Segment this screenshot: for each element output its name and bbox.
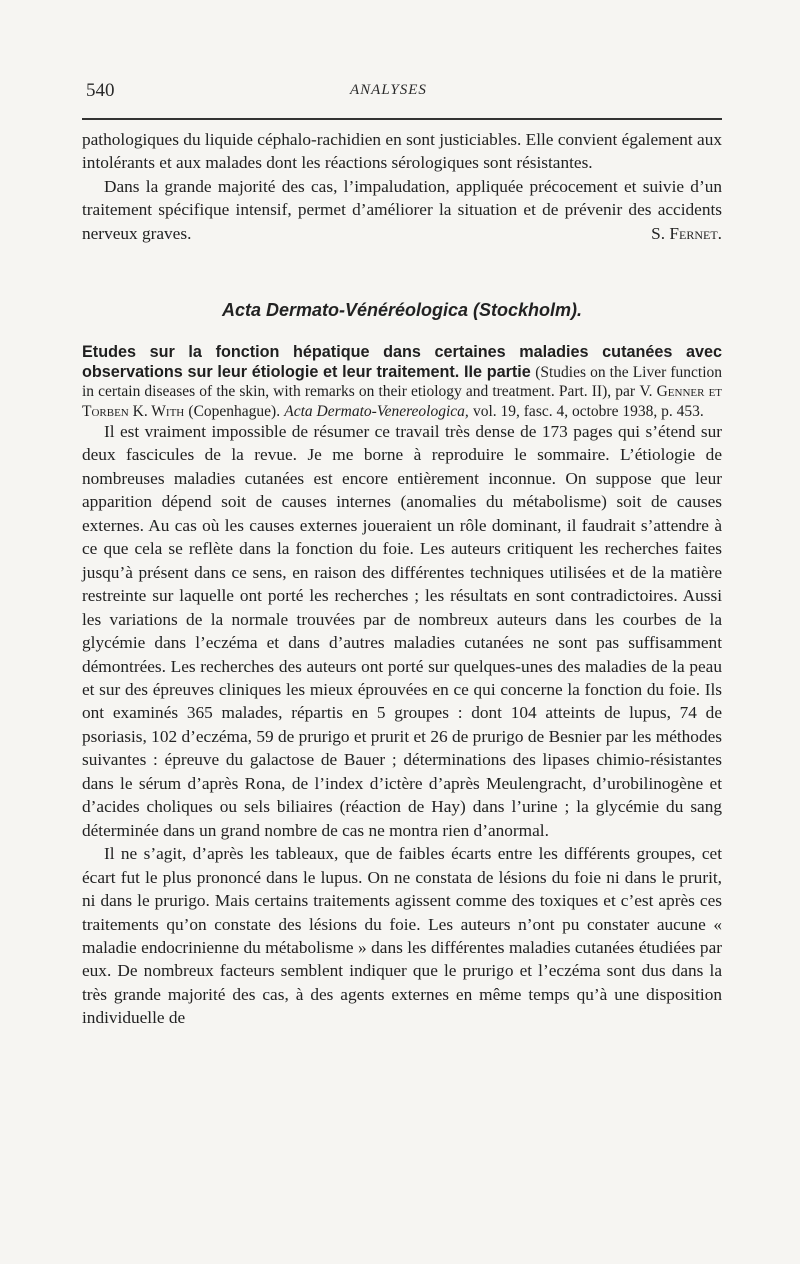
- page-number: 540: [86, 80, 115, 101]
- page-header: [82, 80, 722, 102]
- article-ref-place: (Copenhague).: [188, 402, 281, 420]
- intro-paragraph-1: pathologiques du liquide céphalo-rachidien en sont justiciables. Elle convient également aux intolérants et aux malades dont les réactions sérologiques sont résistantes.: [82, 130, 722, 173]
- intro-paragraph-2-text: Dans la grande majorité des cas, l’impaludation, appliquée précocement et suivie d’un traitement spécifique intensif, permet d’améliorer la situation et de prévenir des accidents nerveux graves.: [82, 176, 722, 243]
- header-rule: [82, 118, 722, 120]
- article-paragraph-2: Il ne s’agit, d’après les tableaux, que de faibles écarts entre les différents groupes, cet écart fut le plus prononcé dans le lupus. On ne constata de lésions du foie ni dans le prurit, ni dans le prurigo. Mais certains traitements agissent comme des toxiques et c’est après ces traitements qu’on constate des lésions du foie. Les auteurs n’ont pu constater aucune « maladie endocrinienne du métabolisme » dans les différentes maladies cutanées étudiées par eux. De nombreux facteurs semblent indiquer que le prurigo et l’eczéma sont dus dans la très grande majorité des cas, à des agents externes en même temps qu’à une disposition individuelle de: [82, 844, 722, 1028]
- article-paragraph-1: Il est vraiment impossible de résumer ce travail très dense de 173 pages qui s’étend sur deux fascicules de la revue. Je me borne à reproduire le sommaire. L’étiologie de nombreuses maladies cutanées est encore entièrement inconnue. On suppose que leur apparition dépend soit de causes internes (anomalies du métabolisme) soit de causes externes. Au cas où les causes externes joueraient un rôle dominant, il faudrait s’attendre à ce que cela se reflète dans la fonction du foie. Les auteurs critiquent les recherches faites jusqu’à présent dans ce sens, en raison des différentes techniques utilisées et de la matière restreinte sur laquelle ont porté les recherches ; les résultats en sont contradictoires. Aussi les variations de la normale trouvées par de nombreux auteurs dans les courbes de la glycémie dans l’eczéma et dans d’autres maladies cutanées ne sont pas suffisamment démontrées. Les recherches des auteurs ont porté sur quelques-unes des maladies de la peau et sur des épreuves cliniques les mieux éprouvées en ce qui concerne la fonction du foie. Ils ont examinés 365 malades, répartis en 5 groupes : dont 104 atteints de lupus, 74 de psoriasis, 102 d’eczéma, 59 de prurigo et prurit et 26 de prurigo de Besnier par les méthodes suivantes : épreuve du galactose de Bauer ; déterminations des lipases chimio-résistantes dans le sérum d’après Rona, de l’index d’ictère d’après Meulengracht, d’urobilinogène et d’acides choliques ou sels biliaires (réaction de Hay) dans l’urine ; la glycémie du sang déterminée dans un grand nombre de cas ne montra rien d’anormal.: [82, 422, 722, 840]
- article-ref-original: (Studies on the Liver function in certain diseases of the skin, with remarks on their etiology and treatment. Part. II), par: [82, 363, 723, 400]
- article-ref-details: vol. 19, fasc. 4, octobre 1938, p. 453.: [472, 402, 704, 420]
- article-body: [82, 420, 722, 1030]
- intro-paragraph-2: [82, 175, 722, 245]
- signature: S. Fernet.: [651, 223, 722, 243]
- section-title: Acta Dermato-Vénéréologica (Stockholm).: [221, 300, 583, 320]
- article-journal: Acta Dermato-Venereologica,: [284, 402, 469, 420]
- article-authors: V. Genner et Torben K. With: [82, 383, 723, 420]
- running-head: ANALYSES: [350, 82, 427, 98]
- article-title: Etudes sur la fonction hépatique dans certaines maladies cutanées avec observations sur leur étiologie et leur traitement. IIe partie: [82, 343, 722, 381]
- article-header: [82, 343, 722, 421]
- intro-text: [82, 128, 722, 245]
